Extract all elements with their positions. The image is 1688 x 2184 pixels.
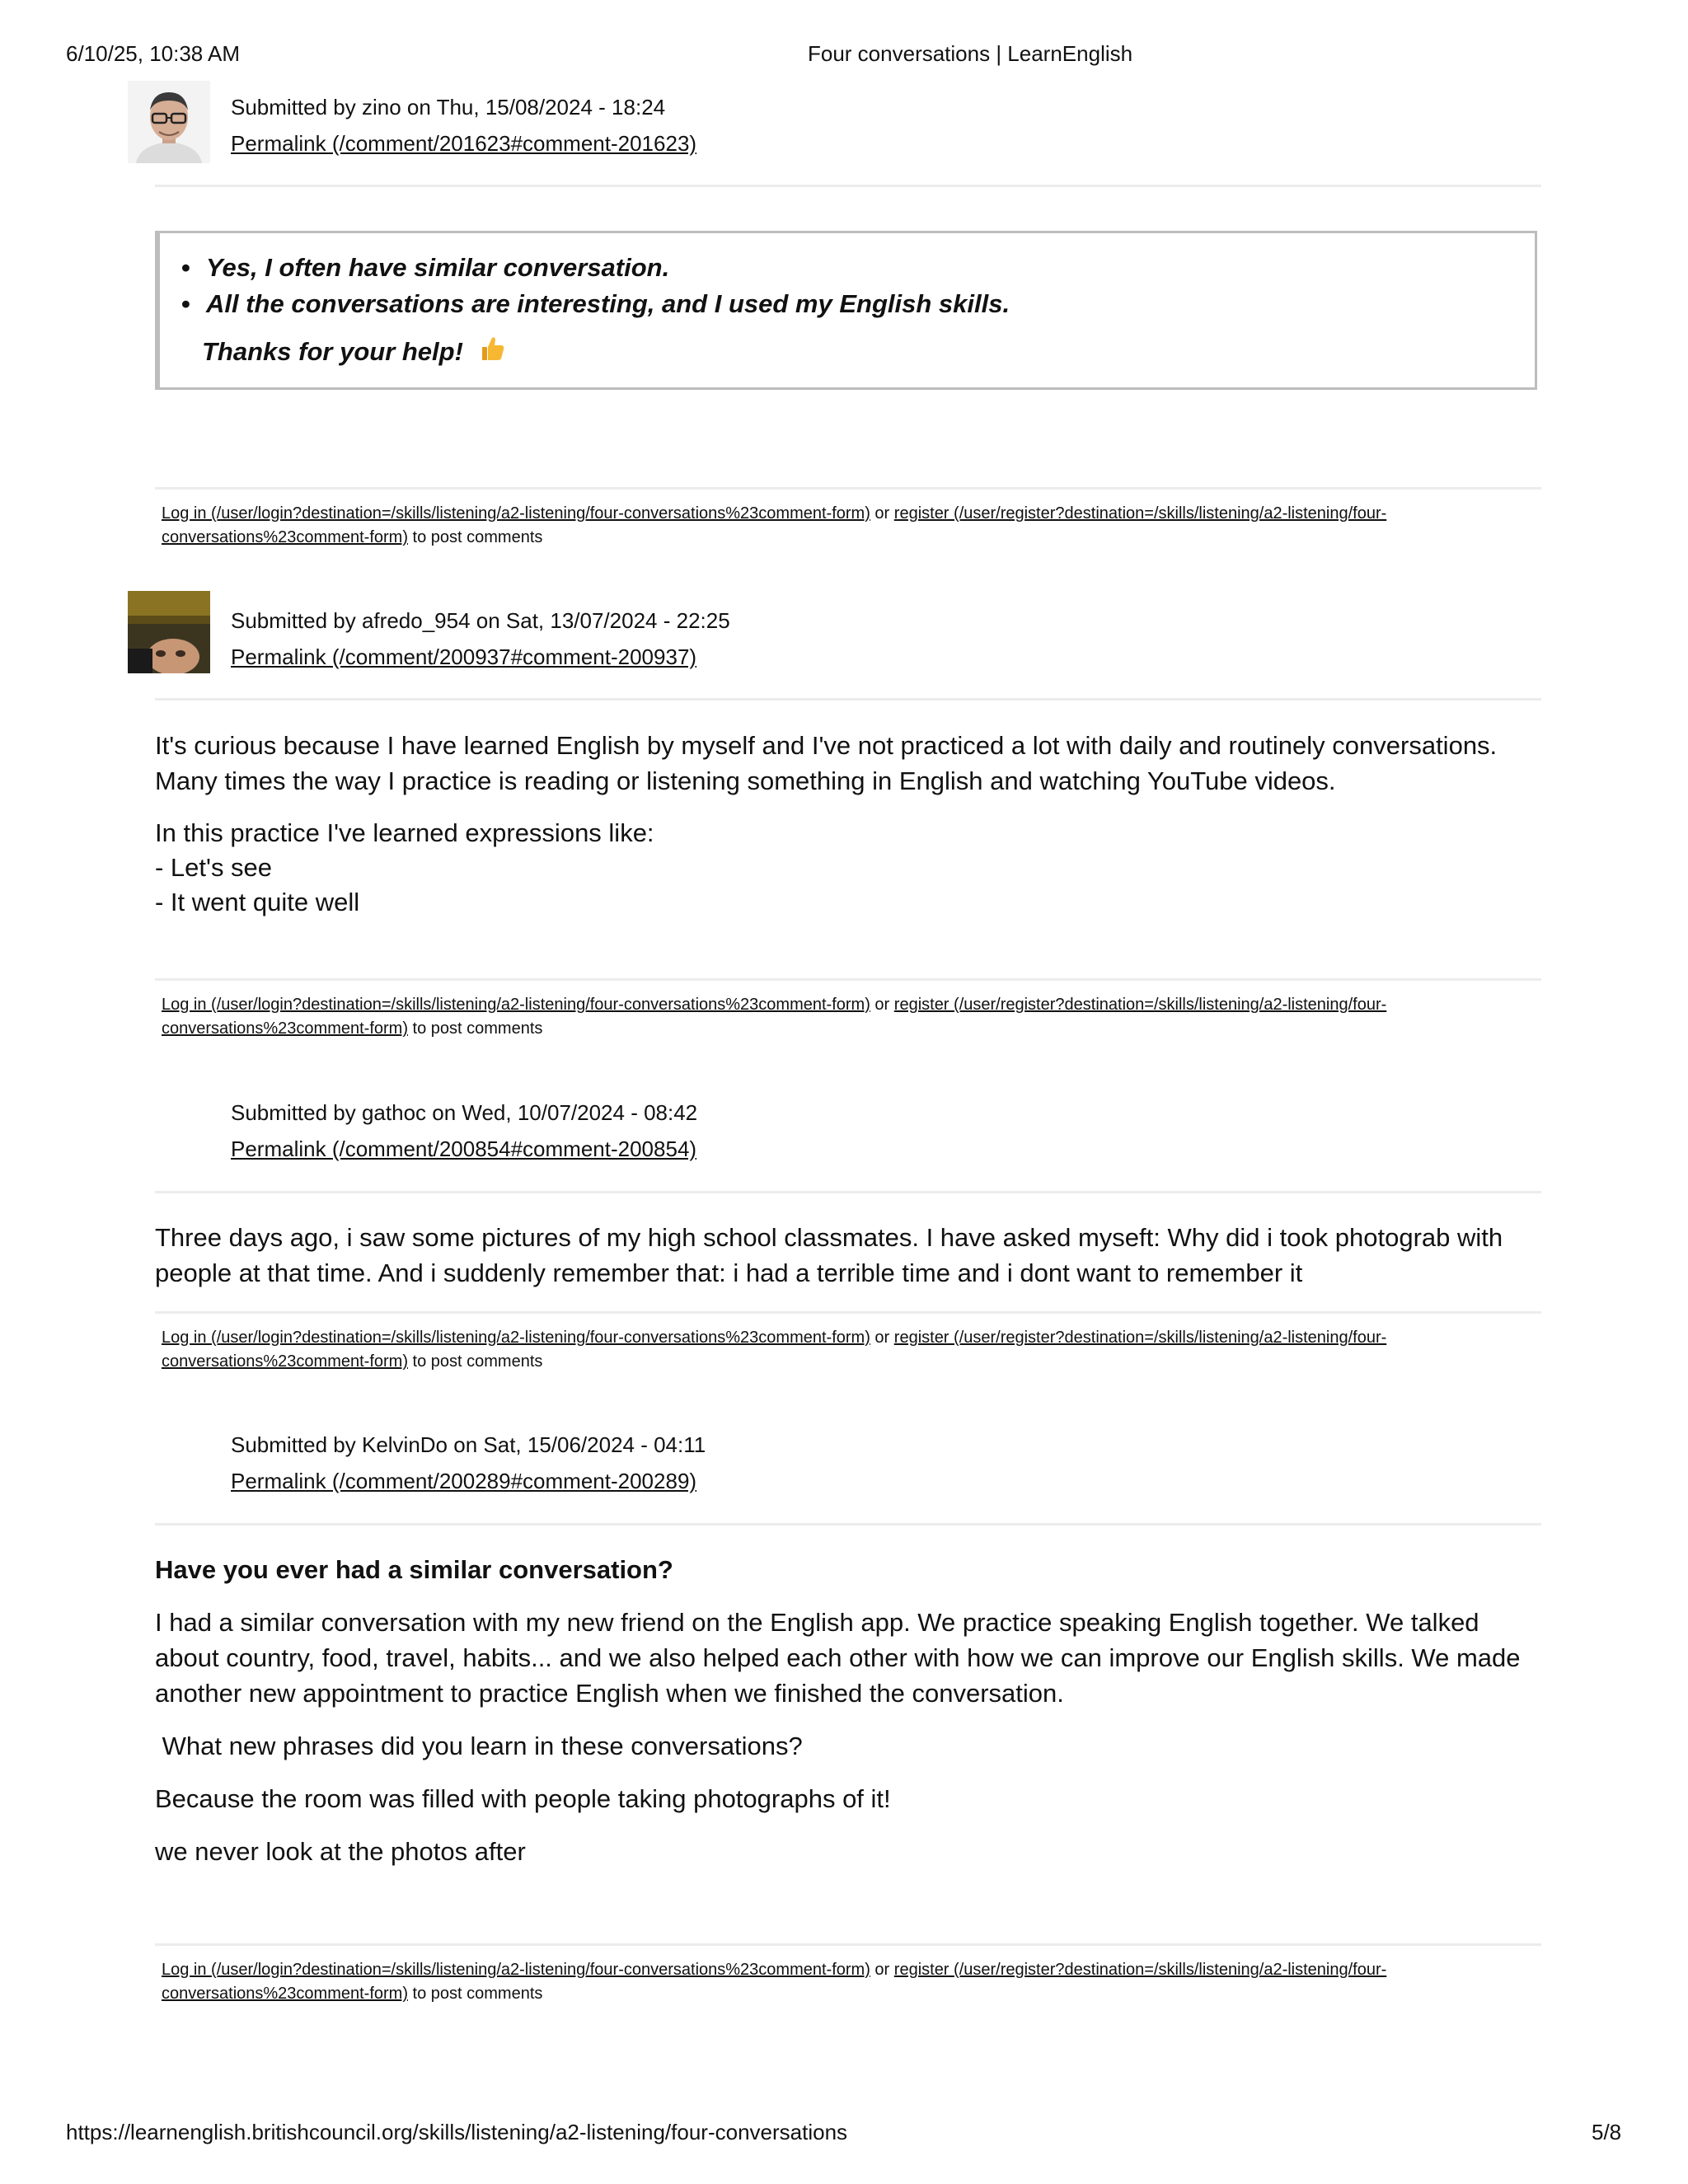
submitted-by: Submitted by KelvinDo on Sat, 15/06/2024 - 04:11 [231,1432,706,1457]
or-text: or [870,1329,894,1347]
comment-paragraph: Because the room was filled with people taking photographs of it! [155,1784,891,1813]
login-link[interactable]: Log in (/user/login?destination=/skills/listening/a2-listening/four-conversations%23comment-form) [162,996,870,1014]
divider [155,1191,1541,1193]
login-suffix: to post comments [408,1019,543,1038]
login-suffix: to post comments [408,1352,543,1371]
permalink-link[interactable]: Permalink (/comment/201623#comment-201623) [231,131,697,156]
print-page-number: 5/8 [1592,2120,1622,2144]
register-link-line1: register (/user/register?destination=/skills/listening/a2-listening/four- [893,1961,1387,1979]
register-link-line1: register (/user/register?destination=/skills/listening/a2-listening/four- [893,1329,1387,1347]
divider [155,487,1541,490]
or-text: or [870,996,894,1014]
divider [155,698,1541,701]
divider [155,1943,1541,1946]
comment-paragraph: we never look at the photos after [155,1837,526,1866]
comment-paragraph: Three days ago, i saw some pictures of my high school classmates. I have asked myseft: Why did i took photograb with people at that time. And i suddenly remember that: i had a terrible time and i dont want to remember it [155,1223,1503,1287]
login-prompt [162,502,1480,550]
quote-thanks [202,335,505,367]
user-avatar-zino-icon [128,81,210,163]
comment-body [155,728,1541,937]
comment-line: - It went quite well [155,888,360,916]
comment-meta [231,1427,706,1499]
divider [155,1523,1541,1526]
or-text: or [870,504,894,523]
comment-paragraph: I had a similar conversation with my new friend on the English app. We practice speaking English together. We talked about country, food, travel, habits... and we also helped each other with how we can improve our English skills. We made another new appointment to practice English when we finished the conversation. [155,1608,1521,1708]
comment-paragraph: It's curious because I have learned English by myself and I've not practiced a lot with daily and routinely conversations. Many times the way I practice is reading or listening something in English and watching YouTube videos. [155,731,1498,795]
login-suffix: to post comments [408,1985,543,2003]
comment-body [155,1552,1541,1886]
comment-body [155,1220,1541,1308]
register-link-line2: conversations%23comment-form) [162,1019,408,1038]
divider [155,978,1541,981]
permalink-link[interactable]: Permalink (/comment/200937#comment-200937) [231,644,697,669]
submitted-by: Submitted by afredo_954 on Sat, 13/07/2024 - 22:25 [231,608,730,633]
print-page-title: Four conversations | LearnEnglish [808,41,1133,66]
list-item: • All the conversations are interesting, and I used my English skills. [206,286,1010,322]
comment-question: Have you ever had a similar conversation? [155,1555,673,1584]
comment-line: In this practice I've learned expressions like: [155,818,654,847]
comment-question: What new phrases did you learn in these conversations? [155,1732,803,1760]
login-link[interactable]: Log in (/user/login?destination=/skills/listening/a2-listening/four-conversations%23comment-form) [162,1961,870,1979]
comment-meta [231,1094,697,1167]
blockquote [155,231,1537,390]
login-prompt [162,1326,1480,1374]
submitted-by: Submitted by gathoc on Wed, 10/07/2024 - 08:42 [231,1100,698,1125]
register-link-line1: register (/user/register?destination=/skills/listening/a2-listening/four- [893,504,1387,523]
avatar [128,591,210,673]
divider [155,185,1541,187]
login-link[interactable]: Log in (/user/login?destination=/skills/listening/a2-listening/four-conversations%23comment-form) [162,504,870,523]
avatar [128,81,210,163]
permalink-link[interactable]: Permalink (/comment/200289#comment-200289) [231,1469,697,1493]
login-prompt [162,1958,1480,2006]
register-link-line2: conversations%23comment-form) [162,528,408,546]
list-item: • Yes, I often have similar conversation. [206,250,1010,286]
thanks-text: Thanks for your help! [202,337,463,366]
register-link-line2: conversations%23comment-form) [162,1985,408,2003]
quote-list [206,250,1010,322]
submitted-by: Submitted by zino on Thu, 15/08/2024 - 18:24 [231,95,666,120]
comment-meta [231,89,696,162]
divider [155,1311,1541,1314]
comment-paragraph [155,816,1541,920]
comment-line: - Let's see [155,853,273,882]
permalink-link[interactable]: Permalink (/comment/200854#comment-200854) [231,1137,697,1161]
register-link-line2: conversations%23comment-form) [162,1352,408,1371]
print-datetime: 6/10/25, 10:38 AM [66,41,241,66]
or-text: or [870,1961,894,1979]
register-link-line1: register (/user/register?destination=/skills/listening/a2-listening/four- [893,996,1387,1014]
login-link[interactable]: Log in (/user/login?destination=/skills/listening/a2-listening/four-conversations%23comment-form) [162,1329,870,1347]
print-url: https://learnenglish.britishcouncil.org/skills/listening/a2-listening/four-conversations [66,2120,848,2144]
login-prompt [162,993,1480,1041]
login-suffix: to post comments [408,528,543,546]
user-avatar-afredo-icon [128,591,210,673]
thumbs-up-icon [481,335,505,362]
comment-meta [231,602,730,675]
